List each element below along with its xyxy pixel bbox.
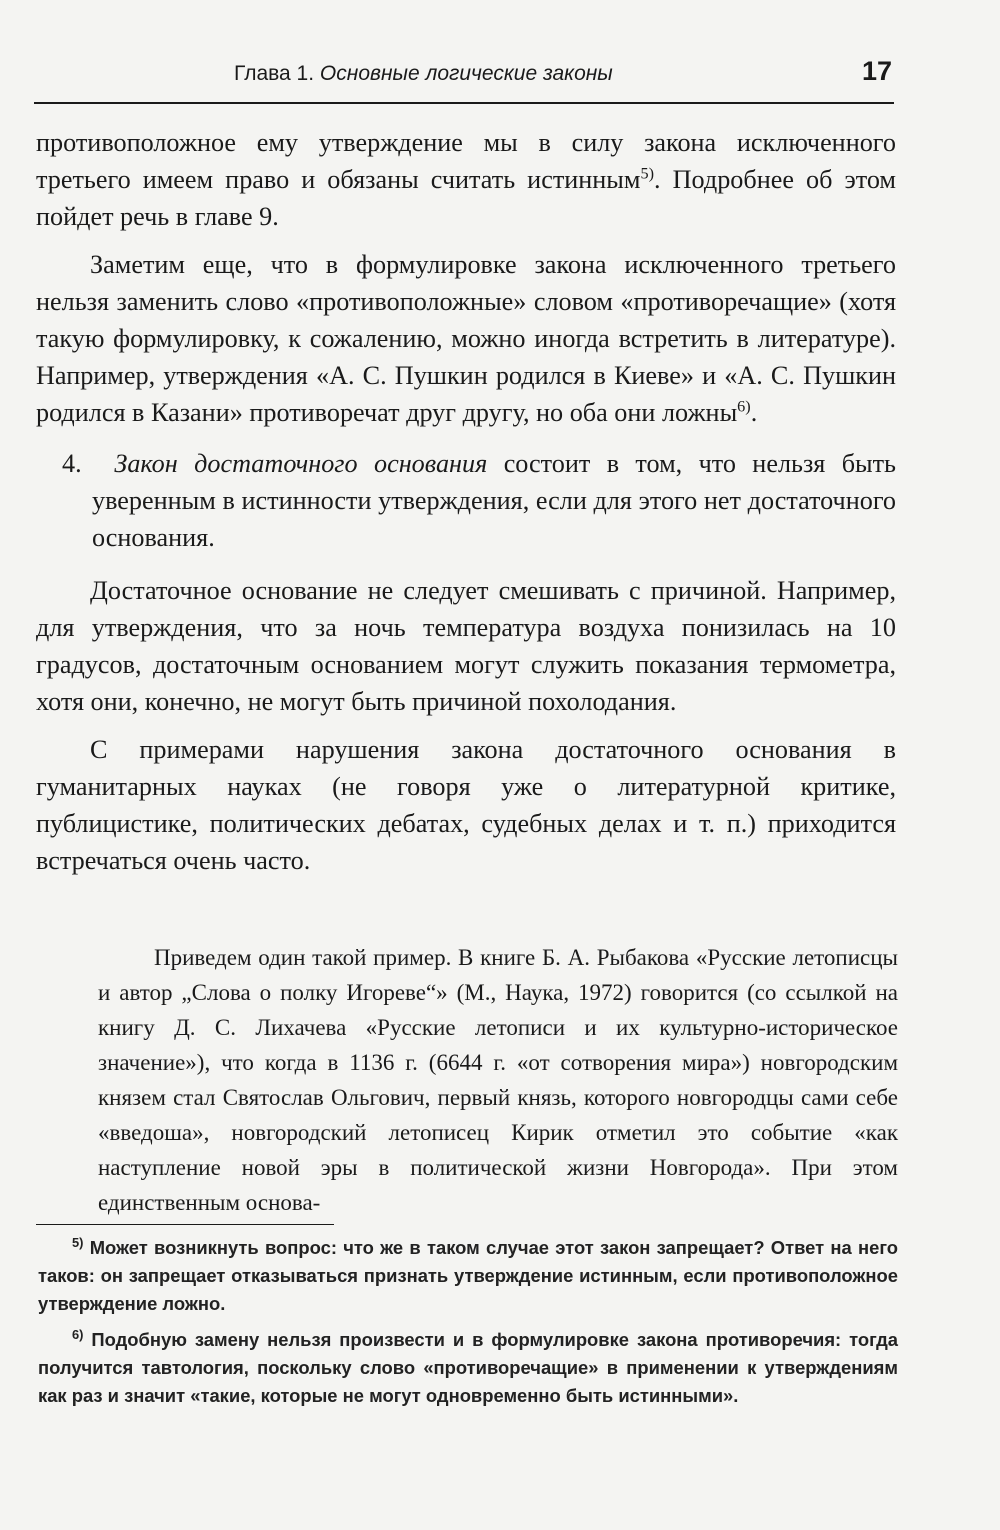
law-statement — [36, 445, 896, 556]
paragraph-text: Заметим еще, что в формулировке закона исключенного третьего нельзя заменить слово «противоположные» словом «противоречащие» (хотя такую формулировку, к сожалению, можно иногда встретить в литературе). Например, утверждения «А. С. Пушкин родился в Киеве» и «А. С. Пушкин родился в Казани» противоречат друг другу, но оба они ложны — [36, 250, 896, 427]
paragraph: С примерами нарушения закона достаточного основания в гуманитарных науках (не говоря уже о литературной критике, публицистике, политических дебатах, судебных делах и т. п.) приходится встречаться очень часто. — [36, 735, 896, 875]
footnote-mark: 5) — [72, 1234, 84, 1250]
footnote-ref-5: 5) — [640, 164, 655, 183]
main-text — [36, 124, 896, 879]
paragraph-continuation — [36, 124, 896, 235]
paragraph-text: . Подробнее об этом пойдет речь в главе 9. — [36, 165, 896, 231]
running-header — [34, 56, 894, 104]
footnote-5 — [38, 1234, 898, 1318]
page-number: 17 — [861, 56, 892, 86]
law-text: состоит в том, что нельзя быть уверенным в истинности утверждения, если для этого нет достаточного основания. — [92, 449, 897, 552]
example-block: Приведем один такой пример. В книге Б. А. Рыбакова «Русские летописцы и автор „Слова о полку Игореве“» (М., Наука, 1972) говорится (со ссылкой на книгу Д. С. Лихачева «Русские летописи и их культурно-историческое значение»), что когда в 1136 г. (6644 г. «от сотворения мира») новгородским князем стал Святослав Ольгович, первый князь, которого новгородцы сами себе «введоша», новгородский летописец Кирик отметил это событие «как наступление новой эры в политической жизни Новгорода». При этом единственным основа- — [98, 945, 898, 1215]
law-number: 4. — [62, 449, 82, 478]
paragraph — [36, 246, 896, 431]
footnote-text: Может возникнуть вопрос: что же в таком случае этот закон запрещает? Ответ на него таков: он запрещает отказываться признать утверждение истинным, если противоположное утверждение ложно. — [38, 1237, 898, 1314]
chapter-label: Глава 1. — [234, 62, 315, 85]
paragraph-text: . — [750, 398, 758, 427]
chapter-heading — [234, 62, 613, 86]
paragraph: Достаточное основание не следует смешивать с причиной. Например, для утверждения, что за ночь температура воздуха понизилась на 10 градусов, достаточным основанием могут служить показания термометра, хотя они, конечно, не могут быть причиной похолодания. — [36, 576, 896, 716]
law-term: Закон достаточного основания — [114, 449, 488, 478]
footnote-text: Подобную замену нельзя произвести и в формулировке закона противоречия: тогда получится тавтология, поскольку слово «противоречащие» в применении к утверждениям как раз и значит «такие, которые не могут одновременно быть истинными». — [38, 1329, 898, 1406]
footnote-6 — [38, 1326, 898, 1410]
footnote-mark: 6) — [72, 1326, 84, 1342]
chapter-title: Основные логические законы — [319, 62, 613, 85]
footnote-divider — [36, 1224, 334, 1225]
footnote-ref-6: 6) — [737, 397, 751, 416]
paragraph-text: противоположное ему утверждение мы в силу закона исключенного третьего имеем право и обязаны считать истинным — [36, 128, 896, 194]
footnotes — [38, 1234, 898, 1410]
